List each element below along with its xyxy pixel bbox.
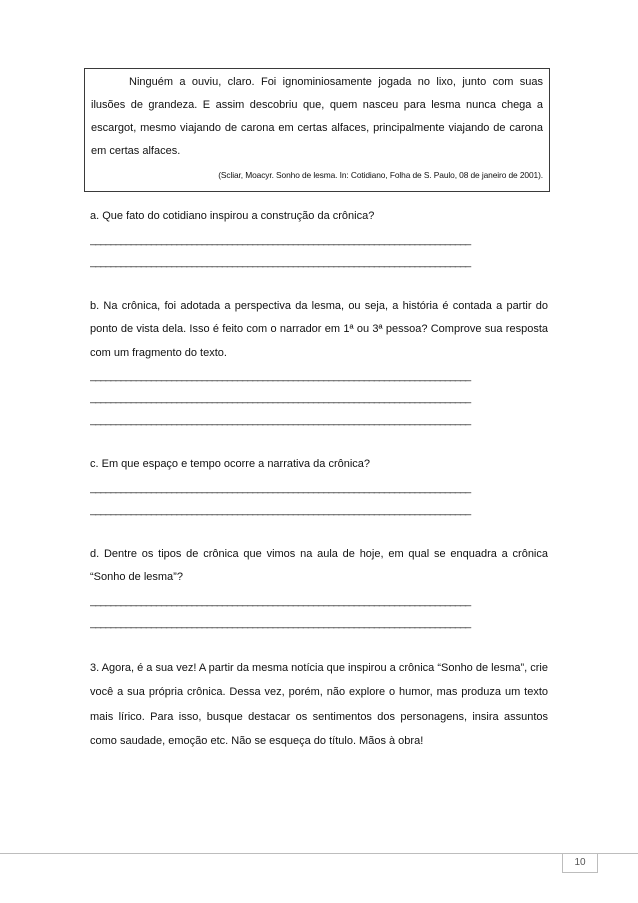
question-b: b. Na crônica, foi adotada a perspectiva da lesma, ou seja, a história é contada a partir do ponto de vista dela. Isso é feito com o narrador em 1ª ou 3ª pessoa? Comprove sua resposta com um fragmento do texto. — [90, 299, 548, 359]
answer-line-c2[interactable]: ___________________________________________________________________________ — [90, 503, 471, 516]
answer-line-a2[interactable]: ___________________________________________________________________________ — [90, 255, 471, 268]
answer-line-a1[interactable]: ___________________________________________________________________________ — [90, 233, 471, 246]
question-a: a. Que fato do cotidiano inspirou a construção da crônica? — [90, 210, 375, 222]
answer-line-d1[interactable]: ___________________________________________________________________________ — [90, 594, 471, 607]
answer-line-b3[interactable]: ___________________________________________________________________________ — [90, 414, 471, 426]
quote-text: Ninguém a ouviu, claro. Foi ignominiosamente jogada no lixo, junto com suas ilusões de grandeza. E assim descobriu que, quem nasceu para lesma nunca chega a escargot, mesmo viajando de carona em certas alfaces, principalmente viajando de carona em certas alfaces. — [91, 76, 543, 157]
exercise-3-text: 3. Agora, é a sua vez! A partir da mesma notícia que inspirou a crônica “Sonho de lesma”, crie você a sua própria crônica. Dessa vez, porém, não explore o humor, mas produza um texto mais lírico. Para isso, busque destacar os sentimentos dos personagens, insira assuntos como saudade, emoção etc. Não se esqueça do título. Mãos à obra! — [90, 661, 548, 747]
spacer — [90, 521, 548, 543]
question-c: c. Em que espaço e tempo ocorre a narrativa da crônica? — [90, 458, 371, 470]
answer-line-b1[interactable]: ___________________________________________________________________________ — [90, 370, 471, 382]
questions-section — [90, 205, 548, 754]
answer-line-c1[interactable]: ___________________________________________________________________________ — [90, 481, 471, 494]
question-d: d. Dentre os tipos de crônica que vimos na aula de hoje, em qual se enquadra a crônica “Sonho de lesma”? — [90, 547, 548, 583]
answer-line-b2[interactable]: ___________________________________________________________________________ — [90, 392, 471, 404]
footer-divider — [0, 853, 638, 854]
page-number: 10 — [562, 853, 598, 873]
spacer — [90, 431, 548, 453]
answer-line-d2[interactable]: ___________________________________________________________________________ — [90, 616, 471, 629]
quote-citation: (Scliar, Moacyr. Sonho de lesma. In: Cotidiano, Folha de S. Paulo, 08 de janeiro de 2001). — [218, 170, 543, 180]
spacer — [90, 273, 548, 295]
spacer — [90, 634, 548, 656]
quote-box — [84, 68, 550, 192]
